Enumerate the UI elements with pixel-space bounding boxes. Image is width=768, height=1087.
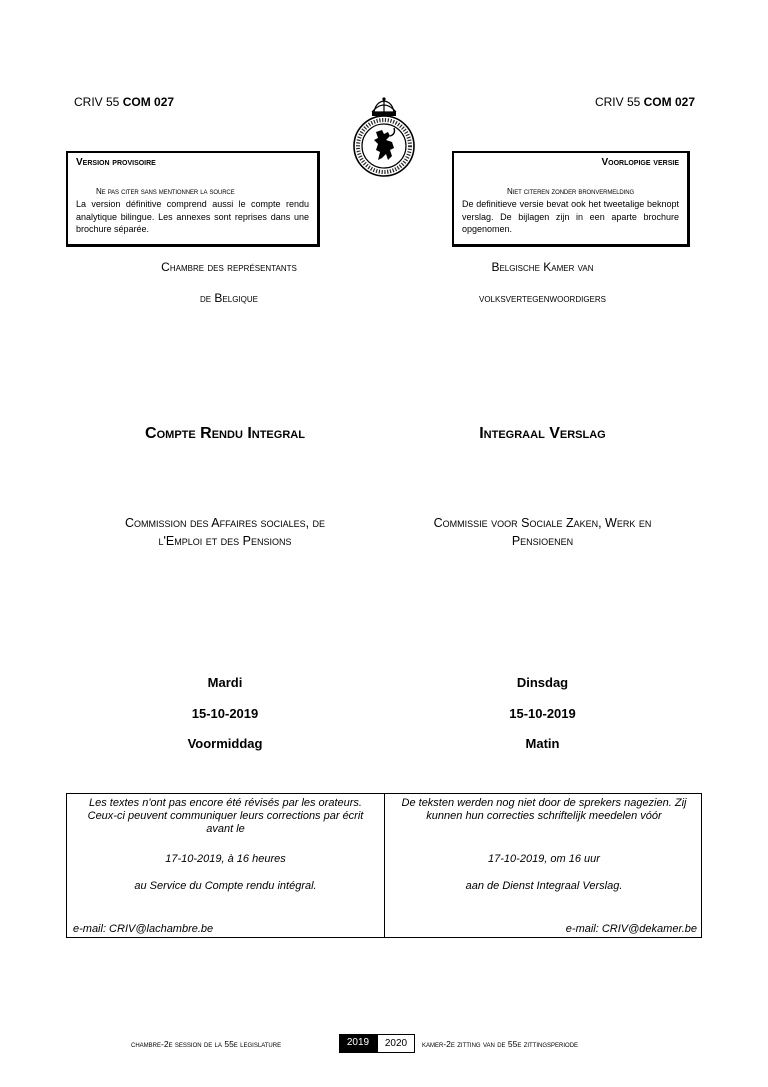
commission-line: Commission des Affaires sociales, de xyxy=(124,516,326,530)
chamber-name-line: volksvertegenwoordigers xyxy=(479,291,606,305)
notice-service: aan de Dienst Integraal Verslag. xyxy=(465,880,623,892)
session-date-nl: 15-10-2019 xyxy=(509,706,576,721)
box-text: La version définitive comprend aussi le compte rendu analytique bilingue. Les annexes sont reprises dans une brochure séparée. xyxy=(76,199,309,234)
commission-line: l'Emploi et des Pensions xyxy=(158,534,292,548)
chamber-name-fr xyxy=(74,252,384,314)
provisional-version-box-fr xyxy=(66,151,320,247)
chamber-name-nl xyxy=(390,252,695,314)
box-subheading: Niet citeren zonder bronvermelding xyxy=(506,186,635,196)
chamber-name-line: Chambre des représentants xyxy=(161,260,297,274)
correction-notice-fr xyxy=(67,794,385,937)
page-footer xyxy=(0,1034,768,1054)
commission-line: Commissie voor Sociale Zaken, Werk en xyxy=(433,516,652,530)
day-part-fr: Voormiddag xyxy=(187,736,263,751)
footer-session-nl: kamer-2e zitting van de 55e zittingsperiode xyxy=(422,1039,579,1049)
criv-reference-right: CRIV 55 COM 027 xyxy=(594,95,695,109)
box-text: De definitieve versie bevat ook het tweetalige beknopt verslag. De bijlagen zijn in een aparte brochure opgenomen. xyxy=(462,199,679,234)
criv-reference-left: CRIV 55 COM 027 xyxy=(74,95,175,109)
commission-name-fr xyxy=(66,514,384,550)
report-title-fr: Compte Rendu Integral xyxy=(145,425,305,442)
footer-year-end: 2020 xyxy=(377,1034,415,1053)
notice-deadline: 17-10-2019, à 16 heures xyxy=(165,853,286,865)
commission-name-nl xyxy=(390,514,695,550)
notice-text: De teksten werden nog niet door de sprekers nagezien. Zij kunnen hun correcties schriftelijk meedelen vóór xyxy=(401,797,687,822)
chamber-name-line: Belgische Kamer van xyxy=(491,260,594,274)
footer-year-start: 2019 xyxy=(339,1034,377,1053)
box-subheading: Ne pas citer sans mentionner la source xyxy=(96,186,235,196)
chamber-name-line: de Belgique xyxy=(199,291,259,305)
notice-text: Les textes n'ont pas encore été révisés par les orateurs. Ceux-ci peuvent communiquer leurs corrections par écrit avant le xyxy=(87,797,364,835)
day-part-nl: Matin xyxy=(525,736,560,751)
session-date-fr: 15-10-2019 xyxy=(191,706,259,721)
chamber-seal-logo xyxy=(352,96,416,186)
report-title-nl: Integraal Verslag xyxy=(479,425,606,442)
commission-line: Pensioenen xyxy=(511,534,574,548)
box-heading: Voorlopige versie xyxy=(601,157,679,168)
notice-email[interactable]: e-mail: CRIV@dekamer.be xyxy=(565,923,697,935)
provisional-version-box-nl xyxy=(452,151,690,247)
box-heading: Version provisoire xyxy=(76,157,156,168)
weekday-fr: Mardi xyxy=(207,675,243,690)
notice-service: au Service du Compte rendu intégral. xyxy=(134,880,317,892)
notice-deadline: 17-10-2019, om 16 uur xyxy=(488,853,600,865)
footer-session-fr: chambre-2e session de la 55e legislature xyxy=(131,1039,282,1049)
weekday-nl: Dinsdag xyxy=(516,675,569,690)
correction-notice-nl xyxy=(385,794,703,937)
notice-email[interactable]: e-mail: CRIV@lachambre.be xyxy=(73,923,214,935)
correction-notice-box xyxy=(66,793,702,938)
